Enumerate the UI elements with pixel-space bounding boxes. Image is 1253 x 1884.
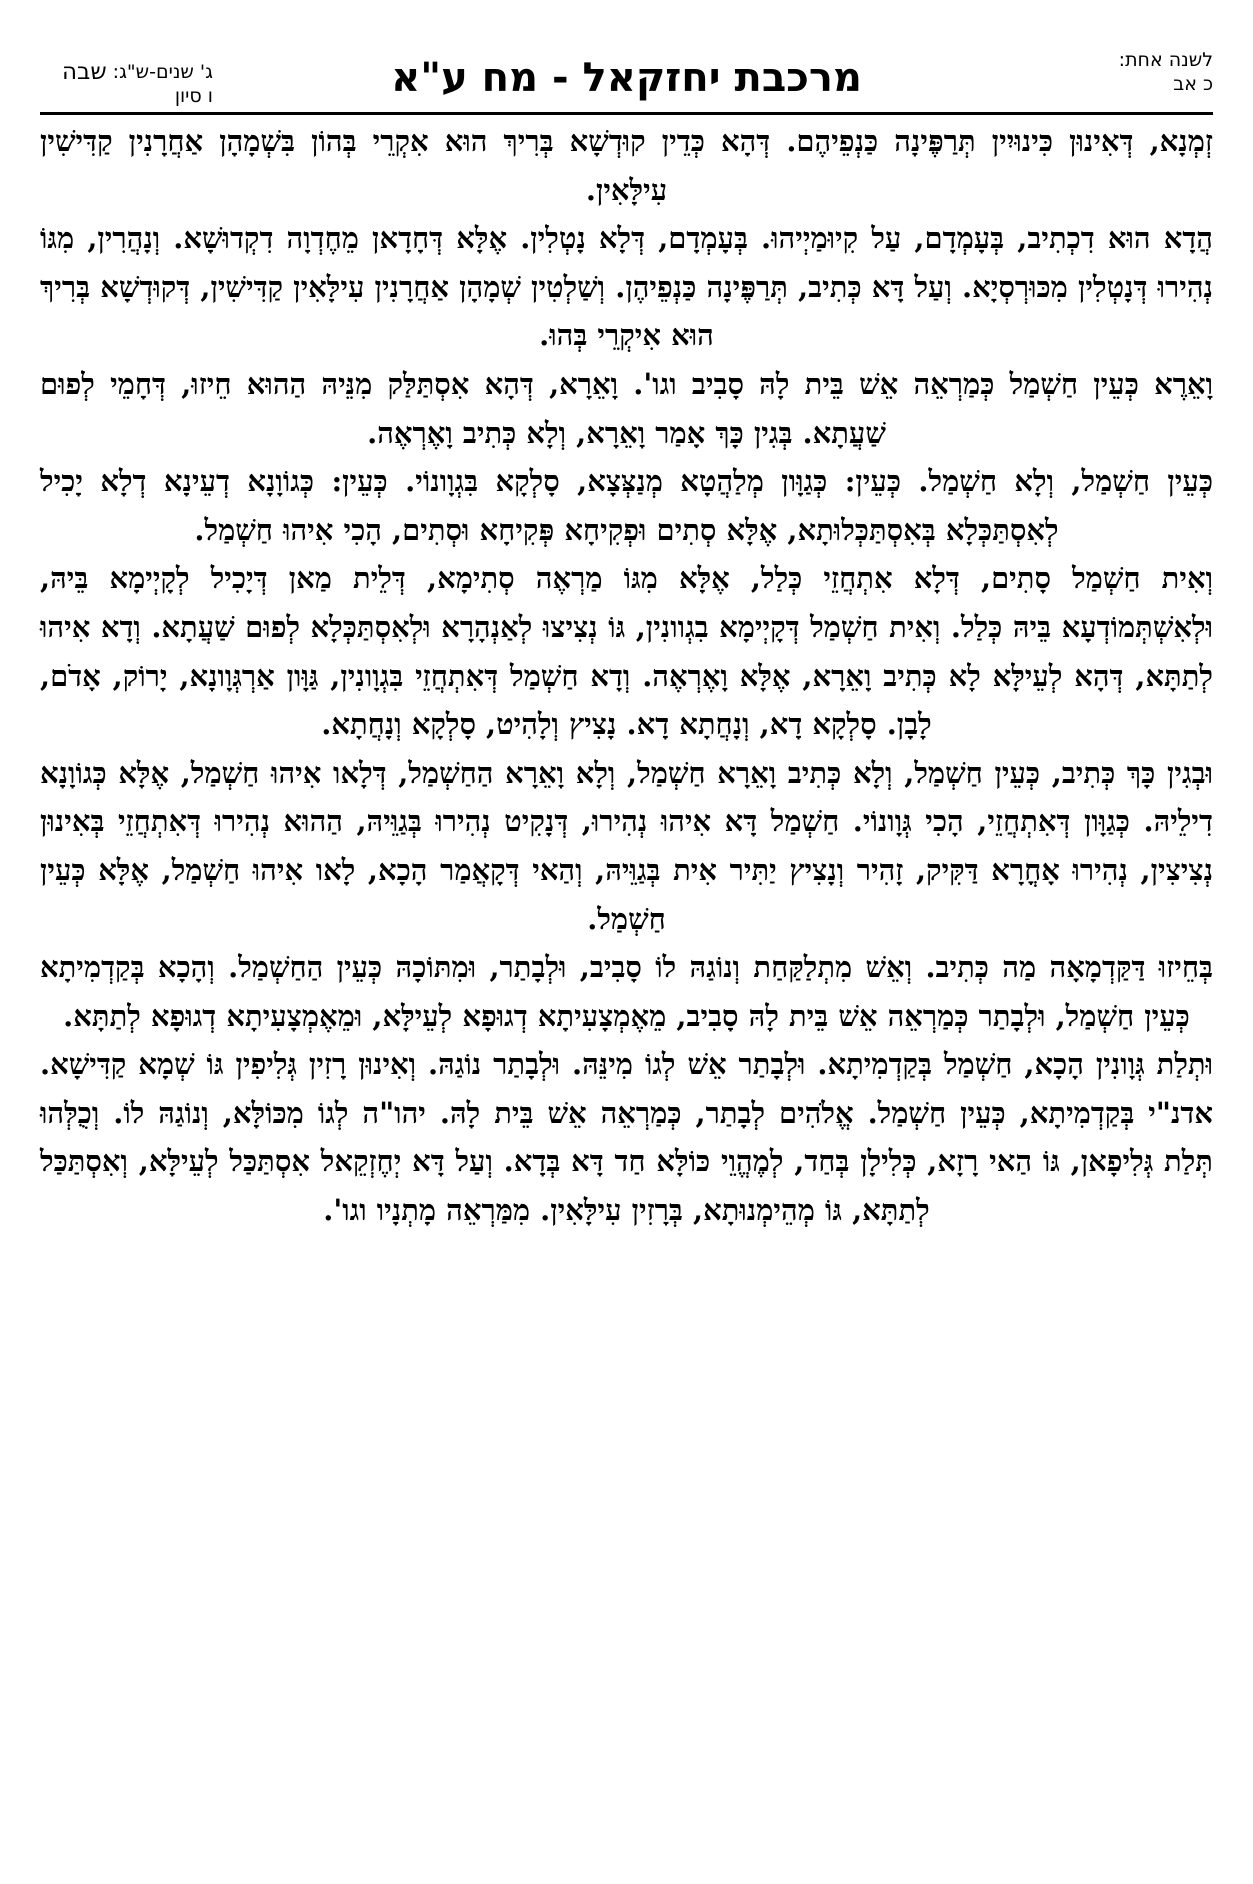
running-head: שבה xyxy=(62,59,107,85)
paragraph: וְאִית חַשְׁמַל סָתִים, דְּלָא אִתְחֲזֵי כְּלַל, אֶלָּא מִגּוֹ מַרְאֶה סְתִימָא, דְּלֵית מַאן דְּיָכִיל לְקָיְימָא בֵּיהּ, וּלְאִשְׁתְּמוֹדְעָא בֵּיהּ כְּלַל. וְאִית חַשְׁמַל דְּקָיְימָא בִגְוונִין, גּוֹ נְצִיצוּ לְאַנְהָרָא וּלְאִסְתַּכְּלָא לְפוּם שַׁעֲתָא. וְדָא אִיהוּ לְתַתָּא, דְּהָא לְעֵילָּא לָא כְּתִיב וָאֵרָא, אֶלָּא וָאֶרְאֶה. וְדָא חַשְׁמַל דְּאִתְחֲזֵי בִּגְוָונִין, גַּוָּון אַרְגְּוָונָא, יָרוֹק, אָדֹם, לָבָן. סָלְקָא דָא, וְנָחֲתָא דָא. נָצִיץ וְלָהִיט, סָלְקָא וְנָחֲתָא. xyxy=(40,561,1213,742)
paragraph: וָאֵרֶא כְּעֵין חַשְׁמַל כְּמַרְאֵה אֵשׁ בֵּית לָהּ סָבִיב וגו'. וָאֵרָא, דְּהָא אִסְתַּלַּק מִנֵּיהּ הַהוּא חֵיזוּ, דְּחָמֵי לְפוּם שַׁעֲתָא. בְּגִין כָּךְ אָמַר וָאֵרָא, וְלָא כְּתִיב וָאֶרְאֶה. xyxy=(40,366,1213,450)
one-year-label: לשנה אחת: xyxy=(1118,49,1213,71)
three-year-label: ג' שנים-ש"ג: xyxy=(112,61,213,83)
page-title: מרכבת יחזקאל - מח ע"א xyxy=(391,55,862,101)
paragraph: וּתְלַת גְּוָונִין הָכָא, חַשְׁמַל בְּקַדְמִיתָא. וּלְבָתַר אֵשׁ לְגוֹ מִינֵּהּ. וּלְבָתַר נוֹגַהּ. וְאִינוּן רָזִין גְּלִיפִין גּוֹ שְׁמָא קַדִּישָׁא. אדנ"י בְּקַדְמִיתָא, כְּעֵין חַשְׁמַל. אֱלֹהִים לְבָתַר, כְּמַרְאֵה אֵשׁ בֵּית לָהּ. יהו"ה לְגוֹ מִכּוֹלָּא, וְנוֹגַהּ לוֹ. וְכֻלְּהוּ תְּלַת גְּלִיפָאן, גּוֹ הַאי רָזָא, כְּלִילָן בְּחַד, לְמֶהֱוֵי כּוֹלָּא חַד דָּא בְּדָא. וְעַל דָּא יְחֶזְקֵאל אִסְתַּכַּל לְעֵילָּא, וְאִסְתַּכַּל לְתַתָּא, גּוֹ מְהֵימְנוּתָא, בְּרָזִין עִילָּאִין. מִמַּרְאֵה מָתְנָיו וגו'. xyxy=(40,1047,1213,1228)
three-year-schedule xyxy=(40,60,213,108)
page-header xyxy=(40,48,1213,110)
paragraph: בְּחֵיזוּ דַּקַּדְמָאָה מַה כְּתִיב. וְאֵשׁ מִתְלַקַּחַת וְנוֹגַהּ לוֹ סָבִיב, וּלְבָתַר, וּמִתּוֹכָהּ כְּעֵין הַחַשְׁמַל. וְהָכָא בְּקַדְמִיתָא כְּעֵין חַשְׁמַל, וּלְבָתַר כְּמַרְאֵה אֵשׁ בֵּית לָהּ סָבִיב, מֵאֶמְצָעִיתָא דְגוּפָא לְעֵילָּא, וּמֵאֶמְצָעִיתָא דְגוּפָא לְתַתָּא. xyxy=(40,950,1213,1033)
paragraph: וּבְגִין כָּךְ כְּתִיב, כְּעֵין חַשְׁמַל, וְלָא כְּתִיב וָאֵרָא חַשְׁמַל, וְלָא וָאֵרָא הַחַשְׁמַל, דְּלָאו אִיהוּ חַשְׁמַל, אֶלָּא כְּגוֹוָנָא דִילֵיהּ. כְּגַוָּון דְּאִתְחֲזֵי, הָכִי גְּוָונוֹי. חַשְׁמַל דָּא אִיהוּ נְהִירוּ, דְּנָקִיט נְהִירוּ בְּגַוֵּיהּ, הַהוּא נְהִירוּ דְּאִתְחֲזֵי בְּאִינוּן נְצִיצִין, נְהִירוּ אָחֳרָא דַּקִּיק, זָהִיר וְנָצִיץ יַתִּיר אִית בְּגַוֵּיהּ, וְהַאי דְּקָאֲמַר הָכָא, לָאו אִיהוּ חַשְׁמַל, אֶלָּא כְּעֵין חַשְׁמַל. xyxy=(40,755,1213,936)
paragraph: כְּעֵין חַשְׁמַל, וְלָא חַשְׁמַל. כְּעֵין: כְּגַוָּון מְלַהֲטָא מְנַצְּצָא, סָלְקָא בִּגְוָונוֹי. כְּעֵין: כְּגוֹוָנָא דְעֵינָא דְלָא יָכִיל לְאִסְתַּכְּלָא בְּאִסְתַּכְּלוּתָא, אֶלָּא סְתִים וּפְקִיחָא פְּקִיחָא וּסְתִים, הָכִי אִיהוּ חַשְׁמַל. xyxy=(40,464,1213,547)
header-rule xyxy=(40,112,1213,115)
paragraph: הֲדָא הוּא דִכְתִיב, בְּעָמְדָם, עַל קִיוּמַיְיהוּ. בְּעָמְדָם, דְּלָא נָטְלִין. אֶלָּא דְּחָדָאן מֵחֶדְוָה דִקְדוּשָׁא. וְנָהֲרִין, מִגּוֹ נְהִירוּ דְּנָטְלִין מִכּוּרְסְיָא. וְעַל דָּא כְּתִיב, תְּרַפֶּינָה כַּנְפֵיהֶן. וְשַׁלְטִין שְׁמָהָן אַחֲרָנִין עִילָּאִין קַדִּישִׁין, דְּקוּדְשָׁא בְּרִיךְ הוּא אִיקְרֵי בְּהוּ. xyxy=(40,221,1213,353)
one-year-date: כ אב xyxy=(1173,73,1213,95)
text-body xyxy=(40,117,1213,1235)
paragraph: זְמְנָא, דְּאִינוּן כִּינוּיִין תְּרַפֶּינָה כַּנְפֵיהֶם. דְּהָא כְּדֵין קוּדְשָׁא בְּרִיךְ הוּא אִקְרֵי בְּהוֹן בִּשְׁמָהָן אַחֲרָנִין קַדִּישִׁין עִילָּאִין. xyxy=(40,124,1213,207)
three-year-date: ו סיון xyxy=(174,85,213,107)
